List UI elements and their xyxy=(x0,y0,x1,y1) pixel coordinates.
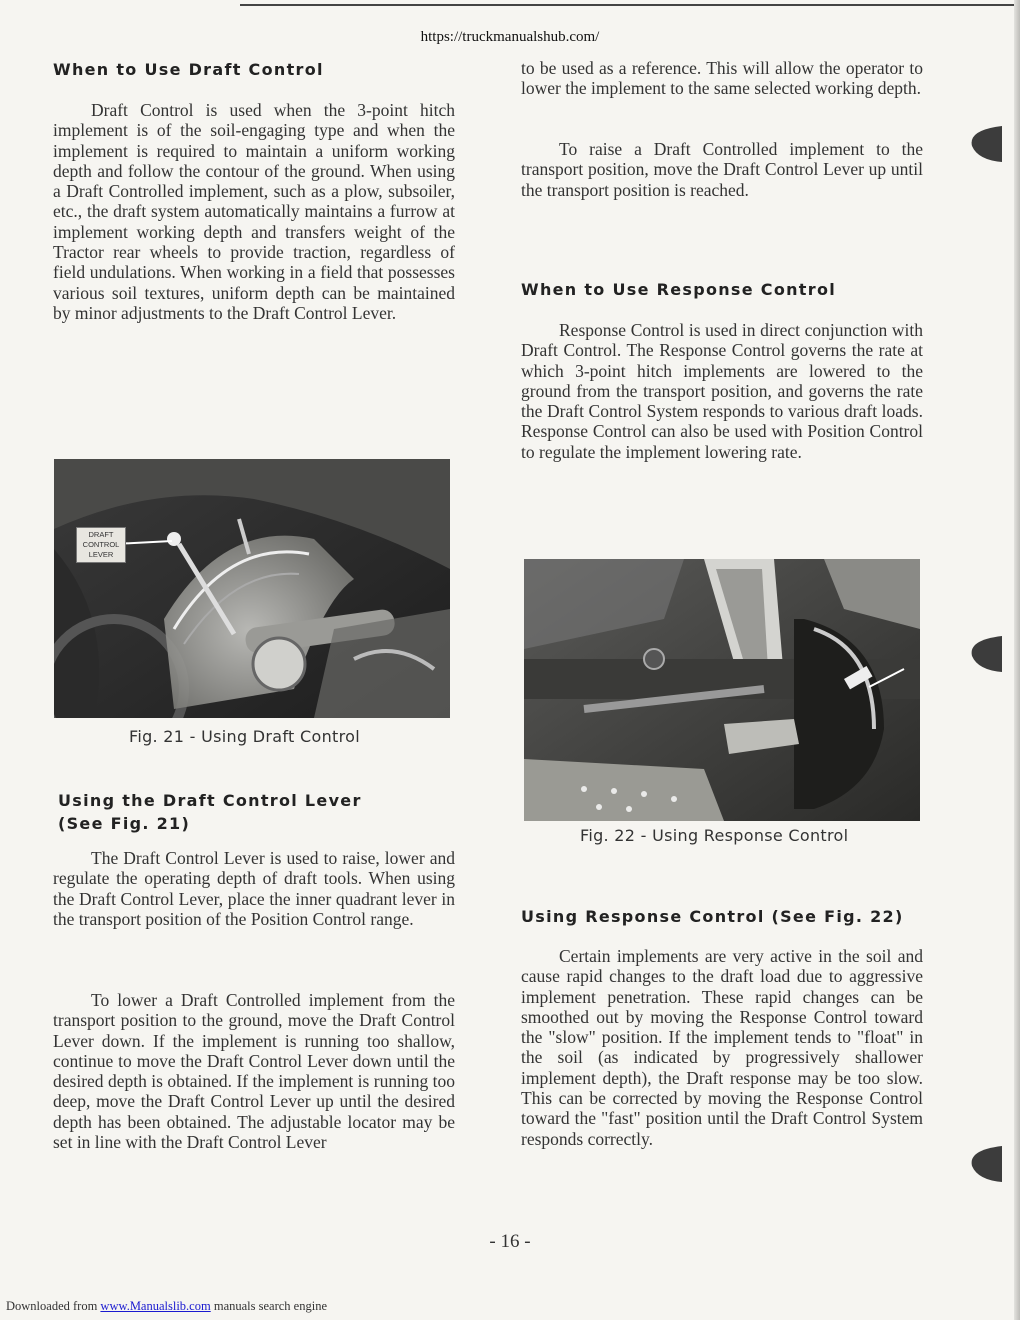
section-when-draft xyxy=(53,58,455,81)
para-continued-container xyxy=(521,58,923,99)
section-using-response xyxy=(521,905,923,928)
para-raise-container xyxy=(521,139,923,200)
para-when-response: Response Control is used in direct conjunction with Draft Control. The Response Control governs the rate at which 3-point hitch implements are lowered to the ground from the transport position, and governs the rate the Draft Control System responds to various draft loads. Response Control can also be used with Position Control to regulate the implement lowering rate. xyxy=(521,320,923,462)
para-using-draft-2: To lower a Draft Controlled implement from the transport position to the ground, move the Draft Control Lever down. If the implement is running too shallow, continue to move the Draft Control Lever down until the desired depth is obtained. If the implement is running too deep, move the Draft Control Lever up until the desired depth has been obtained. The adjustable locator may be set in line with the Draft Control Lever xyxy=(53,990,455,1153)
heading-when-response: When to Use Response Control xyxy=(521,280,837,299)
para-using-response: Certain implements are very active in the soil and cause rapid changes to the draft load due to aggressive implement penetration. These rapid changes can be smoothed out by moving the Response Control toward the "slow" position. If the implement tends to "float" in the soil (as indicated by progressively shallower implement depth), the Draft response may be too slow. This can be corrected by moving the Response Control toward the "fast" position until the Draft Control System responds correctly. xyxy=(521,946,923,1149)
binder-hole-icon xyxy=(968,636,1002,672)
fig21-photo xyxy=(54,459,450,718)
binder-hole-icon xyxy=(968,1146,1002,1182)
fig21-caption: Fig. 21 - Using Draft Control xyxy=(129,727,360,746)
section-using-draft xyxy=(58,789,460,835)
heading-using-draft-line1: Using the Draft Control Lever xyxy=(58,791,362,810)
para-raise: To raise a Draft Controlled implement to the transport position, move the Draft Control Lever up until the transport position is reached. xyxy=(521,139,923,200)
para-using-response-container xyxy=(521,946,923,1149)
para-continued: to be used as a reference. This will allow the operator to lower the implement to the same selected working depth. xyxy=(521,58,923,99)
heading-when-draft: When to Use Draft Control xyxy=(53,60,324,79)
para-when-draft-container xyxy=(53,100,455,323)
fig22-photo xyxy=(524,559,920,821)
footer xyxy=(6,1299,327,1314)
fig21-illustration xyxy=(54,459,450,718)
page-number: - 16 - xyxy=(489,1231,531,1252)
heading-using-draft-line2: (See Fig. 21) xyxy=(58,814,191,833)
section-when-response xyxy=(521,278,923,301)
para-using-draft-1: The Draft Control Lever is used to raise, lower and regulate the operating depth of draft tools. When using the Draft Control Lever, place the inner quadrant lever in the transport position of the Position Control range. xyxy=(53,848,455,929)
fig21-callout-label: DRAFT CONTROL LEVER xyxy=(76,527,126,563)
binder-hole-icon xyxy=(968,126,1002,162)
footer-prefix: Downloaded from xyxy=(6,1299,101,1313)
para-when-response-container xyxy=(521,320,923,462)
para-using-draft-2-container xyxy=(53,990,455,1152)
fig22-illustration xyxy=(524,559,920,821)
fig22-caption: Fig. 22 - Using Response Control xyxy=(580,826,849,845)
footer-suffix: manuals search engine xyxy=(210,1299,327,1313)
footer-link[interactable]: www.Manualslib.com xyxy=(100,1299,211,1313)
top-rule xyxy=(240,4,1020,6)
heading-using-response: Using Response Control (See Fig. 22) xyxy=(521,907,904,926)
page-edge-shadow xyxy=(1014,0,1020,1320)
source-url[interactable]: https://truckmanualshub.com/ xyxy=(420,29,600,45)
para-using-draft-1-container xyxy=(53,848,455,929)
para-when-draft: Draft Control is used when the 3-point hitch implement is of the soil-engaging type and when the implement is required to maintain a uniform working depth and follow the contour of the ground. When using a Draft Controlled implement, such as a plow, subsoiler, etc., the draft system automatically maintains a furrow at implement working depth and transfers weight of the Tractor rear wheels to provide traction, regardless of field undulations. When working in a field that possesses various soil textures, uniform depth can be maintained by minor adjustments to the Draft Control Lever. xyxy=(53,100,455,323)
